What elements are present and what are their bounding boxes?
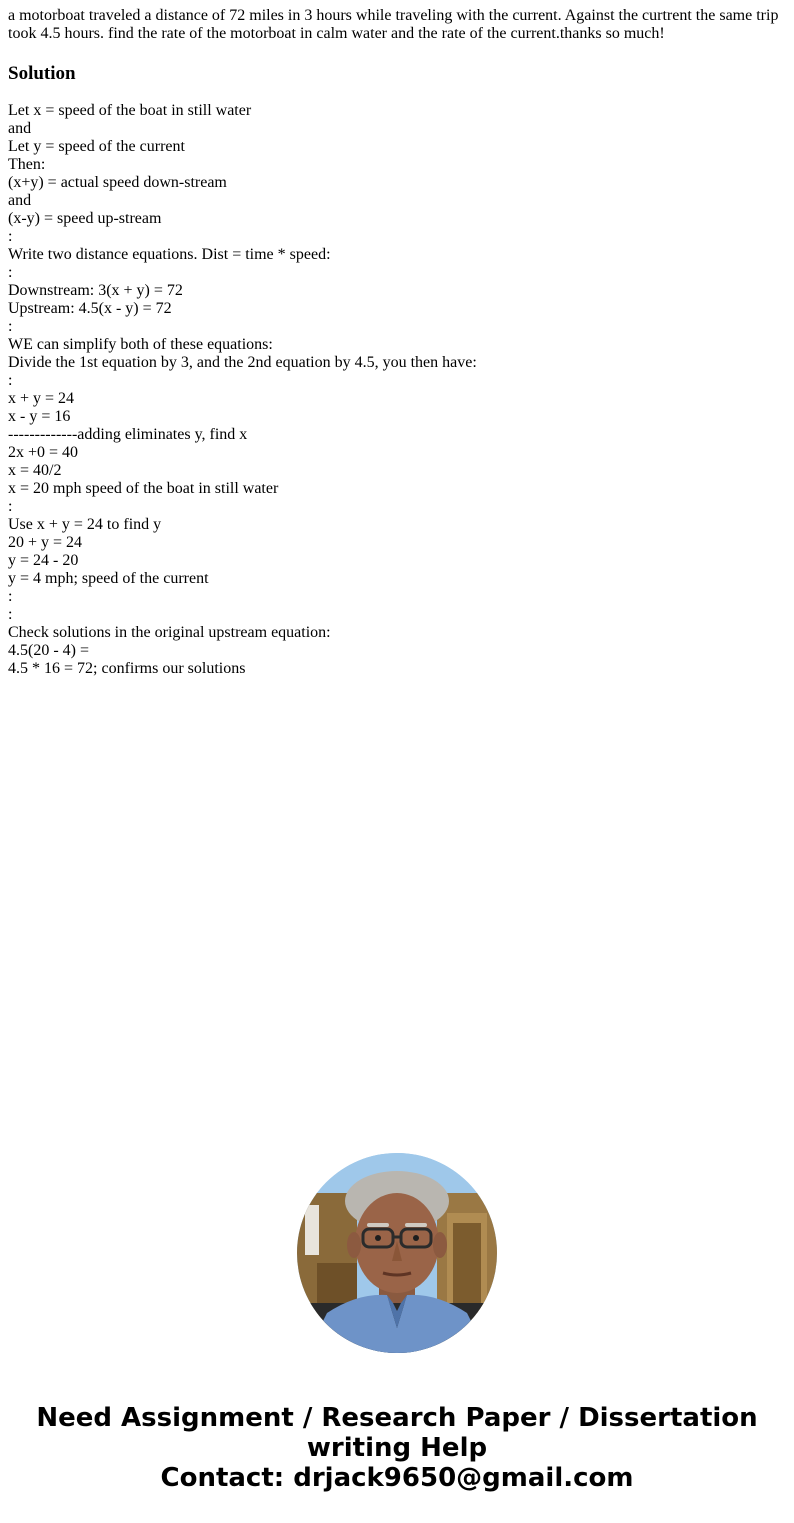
solution-line: Let x = speed of the boat in still water (8, 102, 252, 119)
solution-line: x + y = 24 (8, 390, 75, 407)
author-portrait-illustration (297, 1153, 497, 1353)
solution-line: Upstream: 4.5(x - y) = 72 (8, 300, 172, 317)
solution-line: y = 4 mph; speed of the current (8, 570, 209, 587)
solution-line: : (8, 588, 13, 605)
solution-line: 20 + y = 24 (8, 534, 83, 551)
solution-line: Divide the 1st equation by 3, and the 2nd equation by 4.5, you then have: (8, 354, 477, 371)
promo-subline: writing Help (306, 1433, 488, 1463)
solution-line: -------------adding eliminates y, find x (8, 426, 248, 443)
solution-line: Check solutions in the original upstream equation: (8, 624, 331, 641)
author-photo (297, 1153, 497, 1353)
solution-line: Then: (8, 156, 46, 173)
solution-line: Downstream: 3(x + y) = 72 (8, 282, 183, 299)
solution-line: : (8, 498, 13, 515)
promo-headline: Need Assignment / Research Paper / Dissertation (36, 1403, 758, 1433)
solution-line: (x-y) = speed up-stream (8, 210, 162, 227)
solution-line: 2x +0 = 40 (8, 444, 79, 461)
solution-line: x = 20 mph speed of the boat in still water (8, 480, 279, 497)
solution-line: : (8, 606, 13, 623)
promo-contact: Contact: drjack9650@gmail.com (160, 1463, 634, 1493)
solution-body (8, 102, 788, 678)
solution-line: (x+y) = actual speed down-stream (8, 174, 227, 191)
solution-line: Use x + y = 24 to find y (8, 516, 162, 533)
solution-line: : (8, 318, 13, 335)
solution-line: 4.5(20 - 4) = (8, 642, 90, 659)
solution-line: : (8, 372, 13, 389)
solution-line: y = 24 - 20 (8, 552, 79, 569)
solution-line: Write two distance equations. Dist = time * speed: (8, 246, 331, 263)
promo-banner (0, 1403, 794, 1493)
solution-line: and (8, 192, 32, 209)
solution-line: x - y = 16 (8, 408, 71, 425)
solution-line: and (8, 120, 32, 137)
solution-line: x = 40/2 (8, 462, 62, 479)
question-text: a motorboat traveled a distance of 72 miles in 3 hours while traveling with the current. Against the curtrent the same trip took 4.5 hours. find the rate of the motorboat in calm water and the rate of the current.thanks so much! (8, 7, 779, 42)
solution-line: WE can simplify both of these equations: (8, 336, 273, 353)
solution-line: : (8, 264, 13, 281)
solution-line: Let y = speed of the current (8, 138, 185, 155)
solution-line: : (8, 228, 13, 245)
solution-line: 4.5 * 16 = 72; confirms our solutions (8, 660, 246, 677)
solution-heading: Solution (8, 63, 76, 84)
